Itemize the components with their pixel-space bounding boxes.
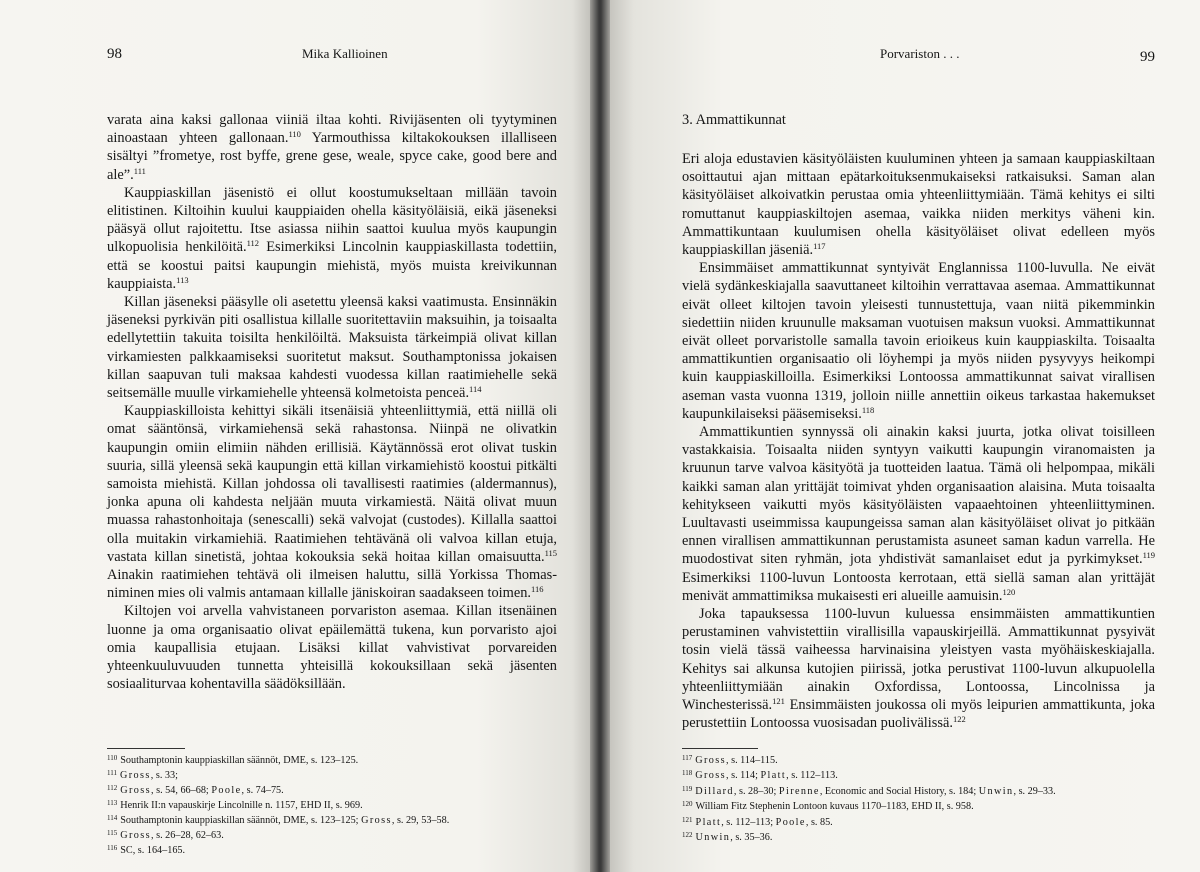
paragraph: varata aina kaksi gallonaa viiniä iltaa kohti. Rivijäsenten oli tyytyminen ainoastaan yhteen gallonaan.$^{110}$ Yarmouthissa kiltakokouksen illalliseen sisältyi ”frometye, rost byffe, grene gese, weale, spyce cake, good bere and ale”.$^{111}$: [107, 112, 557, 183]
page-number: 99: [1140, 49, 1155, 65]
footnote: $^{120}$ William Fitz Stephenin Lontoon kuvaus 1170–1183, EHD II, s. 958.: [682, 800, 974, 813]
footnote-ref: 112: [246, 238, 259, 249]
footnote-ref: 110: [288, 129, 301, 140]
left-page: [0, 0, 596, 872]
footnotes: [682, 752, 1056, 844]
footnote-ref: 114: [469, 384, 482, 395]
footnote: $^{115}$ Gross, s. 26–28, 62–63.: [107, 829, 224, 841]
footnote: $^{116}$ SC, s. 164–165.: [107, 844, 186, 856]
running-head: Porvariston . . .: [880, 46, 960, 61]
footnote-ref: 119: [1142, 550, 1155, 561]
paragraph: Kiltojen voi arvella vahvistaneen porvariston asemaa. Killan itsenäinen luonne ja oma organisaatio olivat epäilemättä tukena, kun porvaristo ajoi omia kaupallisia etujaan. Lisäksi killat vahvistivat porvareiden yhteenkuuluvuuden tunnetta yhteisillä kokouksillaan sekä jäsenten sosiaaliturvaa kohentavilla säädöksillään.: [107, 603, 557, 693]
footnote: $^{117}$ Gross, s. 114–115.: [682, 754, 778, 766]
footnote: $^{122}$ Unwin, s. 35–36.: [682, 831, 773, 844]
footnote-ref: 116: [531, 584, 544, 595]
footnote-ref: 118: [861, 404, 875, 415]
footnote: $^{111}$ Gross, s. 33;: [107, 769, 178, 781]
footnote-ref: 117: [813, 241, 826, 252]
footnote-ref: 122: [953, 714, 966, 725]
footnote-rule: [682, 748, 758, 749]
footnotes: [107, 752, 449, 857]
footnote-ref: 120: [1002, 586, 1016, 597]
footnote-rule: [107, 748, 185, 749]
paragraph: Ammattikuntien synnyssä oli ainakin kaksi juurta, jotka olivat toisilleen vastakkaisia. Toisaalta niiden syntyyn vaikutti kaupungin viranomaisten ja kruunun tarve valvoa käsityötä ja tuotteiden laatua. Tämä oli helpompaa, mikäli kaikki saman alan yrittäjät toimivat yhden organisaation alaisina. Muta toisaalta kehitykseen vaikutti myös käsityöläisten vapaaehtoinen yhteenliittyminen. Luultavasti useimmissa kaupungeissa saman alan käsityöläiset olivat jo pitkään ennen virallisen ammattikunnan perustamista asuneet saman kadun varrella. He muodostivat siten ryhmän, jota yhdistivät samanlaiset edut ja pyrkimykset.$^{119}$ Esimerkiksi 1100-luvun Lontoosta kerrotaan, että siellä saman alan yrittäjät menivät ammattimiksa mukaisesti eri alueille aamuisin.$^{120}$: [682, 424, 1155, 604]
footnote: $^{121}$ Platt, s. 112–113; Poole, s. 85.: [682, 815, 833, 828]
page-number: 98: [107, 46, 122, 62]
body-text: [682, 150, 1155, 733]
footnote: $^{110}$ Southamptonin kauppiaskillan säännöt, DME, s. 123–125.: [107, 754, 359, 766]
footnote-ref: 115: [544, 547, 557, 558]
book-spine: [590, 0, 610, 872]
footnote-ref: 111: [133, 165, 146, 176]
body-text: [107, 111, 557, 694]
footnote-ref: 121: [772, 696, 785, 707]
paragraph: Ensimmäiset ammattikunnat syntyivät Englannissa 1100-luvulla. Ne eivät vielä sydänkeskiajalla saavuttaneet kiltoihin verrattavaa asemaa. Ammattikunnat eivät olleet kiltojen tavoin yleisesti tunnustettuja, vaan niitä pikemminkin siedettiin niiden kruunulle maksaman vuotuisen maksun vuoksi. Ammattikunnat eivät olleet porvaristolle samalla tavoin erioikeus kuin kauppiaskilta. Toisaalta ammattikuntien organisaatio oli löyhempi ja myös niiden pysyvyys heikompi kuin kauppiaskilloilla. Esimerkiksi Lontoossa ammattikunnat saivat virallisen aseman vasta vuonna 1319, jolloin niille annettiin oikeus tarkastaa hakemukset kaupunkilaiseksi pääsemiseksi.$^{118}$: [682, 260, 1155, 422]
footnote-ref: 113: [176, 274, 189, 285]
paragraph: Joka tapauksessa 1100-luvun kuluessa ensimmäisten ammattikuntien perustaminen vahvistettiin virallisilla vapauskirjeillä. Ammattikunnat pysyivät tosin vielä tässä vaiheessa harvinaisina yleistyen vasta myöhäiskeskiajalla. Kehitys sai alkunsa kutojien piirissä, jotka perustivat 1100-luvun alkupuolella yhteenliittymiään ainakin Oxfordissa, Lontoossa, Lincolnissa ja Winchesterissä.$^{121}$ Ensimmäisten joukossa oli myös leipurien ammattikunta, joka perustettiin Lontoossa vuosisadan puolivälissä.$^{122}$: [682, 606, 1155, 732]
footnote: $^{119}$ Dillard, s. 28–30; Pirenne, Economic and Social History, s. 184; Unwin, s. 29–33.: [682, 784, 1056, 797]
running-head: Mika Kallioinen: [302, 46, 388, 61]
footnote: $^{112}$ Gross, s. 54, 66–68; Poole, s. 74–75.: [107, 784, 284, 796]
paragraph: Kauppiaskilloista kehittyi sikäli itsenäisiä yhteenliittymiä, että niillä oli omat sääntönsä, virkamiehensä sekä rahastonsa. Niinpä ne olivatkin kaupungin omiin elimiin nähden erillisiä. Käytännössä erot olivat tuskin suuria, sillä yleensä sekä kaupungin että killan virkamiehistö koostui pitkälti samoista miehistä. Killan johdossa oli tavallisesti raatimies (aldermannus), jonka apuna oli kahdesta neljään muuta virkamiestä. Näitä olivat muun muassa rahastonhoitaja (senescalli) sekä valvojat (custodes). Killalla saattoi olla muitakin virkamiehiä. Raatimiehen tehtävänä oli valvoa killan etuja, vastata killan sinetistä, johtaa kokouksia sekä hoitaa killan omaisuutta.$^{115}$ Ainakin raatimiehen tehtävä oli ilmeisen haluttu, sillä Yorkissa Thomas-niminen mies oli valmis antamaan killalle jäniskoiran saadakseen toimen.$^{116}$: [107, 403, 557, 602]
paragraph: Killan jäseneksi pääsylle oli asetettu yleensä kaksi vaatimusta. Ensinnäkin jäseneksi pyrkivän piti osallistua killalle suoritettaviin maksuihin, ja toisaalta edellytettiin takuita toisilta henkilöiltä. Maksuista tärkeimpiä olivat killan virkamiesten palkkaamiseksi suoritetut maksut. Southamptonissa jokaisen killan saapuvan tuli maksaa kahdesti vuodessa killan raatimiehelle sekä seitsemälle muulle virkamiehelle yhteensä kolmetoista penceä.$^{114}$: [107, 294, 557, 402]
section-title: 3. Ammattikunnat: [682, 112, 786, 128]
paragraph: Kauppiaskillan jäsenistö ei ollut koostumukseltaan millään tavoin elitistinen. Kiltoihin kuului kauppiaiden ohella käsityöläisiä, eikä jäseneksi pääsyä ollut rajoitettu. Itse asiassa niihin saattoi kuulua myös kaupungin ulkopuolisia henkilöitä.$^{112}$ Esimerkiksi Lincolnin kauppiaskillasta todettiin, että se koostui paitsi kaupungin miehistä, myös muista kreivikunnan kauppiaista.$^{113}$: [107, 184, 557, 292]
footnote: $^{114}$ Southamptonin kauppiaskillan säännöt, DME, s. 123–125; Gross, s. 29, 53–58.: [107, 814, 450, 826]
paragraph: Eri aloja edustavien käsityöläisten kuuluminen yhteen ja samaan kauppiaskiltaan osoittautui ajan mittaan epätarkoituksenmukaiseksi ratkaisuksi. Saman alan käsityöläiset alkoivatkin perustaa omia yhteenliittymiään. Tämä kehitys ei silti romuttanut kauppiaskiltojen asemaa, vaikka niiden merkitys väheni kin. Ammattikuntaan kuulumisen ohella käsityöläiset olivat edelleen myös kauppiaskillan jäseniä.$^{117}$: [682, 151, 1155, 259]
footnote: $^{118}$ Gross, s. 114; Platt, s. 112–113.: [682, 769, 838, 782]
footnote: $^{113}$ Henrik II:n vapauskirje Lincolnille n. 1157, EHD II, s. 969.: [107, 799, 363, 811]
